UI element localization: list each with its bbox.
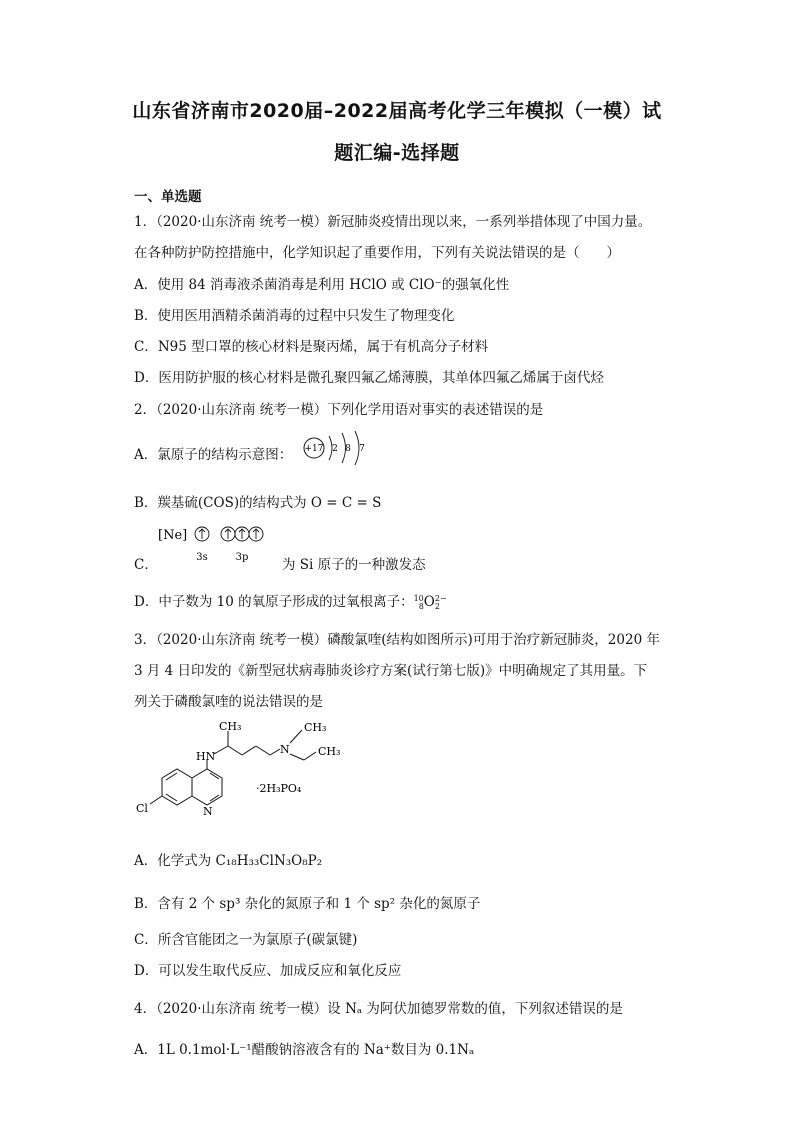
- q4-option-a: A．1L 0.1mol·L⁻¹醋酸钠溶液含有的 Na⁺数目为 0.1Nₐ: [134, 1042, 475, 1058]
- q2-option-d: [134, 593, 447, 611]
- q1-stem-line2: 在各种防护防控措施中，化学知识起了重要作用，下列有关说法错误的是（ ）: [134, 245, 620, 261]
- orbital-core-ne: [Ne]: [158, 528, 188, 543]
- q2-stem: 2．（2020·山东济南 统考一模）下列化学用语对事实的表述错误的是: [134, 402, 544, 418]
- chloroquine-phosphate-structure: [132, 716, 372, 826]
- ring-n-label: N: [203, 805, 213, 818]
- nuclide-symbol: O: [423, 594, 435, 610]
- atom-nucleus-charge: +17: [304, 444, 324, 454]
- q2-option-b: B．羰基硫(COS)的结构式为 O = C = S: [134, 495, 382, 511]
- orbital-label-3p: 3p: [235, 552, 249, 563]
- chloro-label: Cl: [136, 802, 148, 815]
- nuclide-charge-sub: 2− 2: [434, 593, 447, 611]
- section-heading: 一、单选题: [134, 189, 202, 205]
- q1-stem-line1: 1．（2020·山东济南 统考一模）新冠肺炎疫情出现以来，一系列举措体现了中国力量。: [134, 214, 652, 230]
- methyl-label-3: CH₃: [318, 745, 341, 758]
- tertiary-n-label: N: [280, 743, 290, 756]
- nuclide-mass-atomic: 10 8: [413, 593, 424, 611]
- amine-hn-label: HN: [196, 750, 216, 763]
- q3-stem-line1: 3．（2020·山东济南 统考一模）磷酸氯喹(结构如图所示)可用于治疗新冠肺炎，2020 年: [134, 632, 660, 648]
- chlorine-atom-diagram: [296, 428, 376, 468]
- doc-title-line2: 题汇编-选择题: [334, 142, 460, 164]
- q1-option-b: B．使用医用酒精杀菌消毒的过程中只发生了物理变化: [134, 308, 455, 324]
- q1-option-a: A．使用 84 消毒液杀菌消毒是利用 HClO 或 ClO⁻的强氧化性: [134, 277, 510, 293]
- q3-stem-line3: 列关于磷酸氯喹的说法错误的是: [134, 694, 323, 710]
- q2-option-d-text: D．中子数为 10 的氧原子形成的过氧根离子：: [134, 594, 414, 610]
- q3-option-d: D．可以发生取代反应、加成反应和氧化反应: [134, 963, 402, 979]
- q2-option-c-prefix: C．: [134, 557, 158, 573]
- q4-stem: 4．（2020·山东济南 统考一模）设 Nₐ 为阿伏加德罗常数的值，下列叙述错误的是: [134, 1001, 623, 1017]
- si-orbital-diagram: [154, 522, 294, 568]
- q1-option-d: D．医用防护服的核心材料是微孔聚四氟乙烯薄膜，其单体四氟乙烯属于卤代烃: [134, 370, 604, 386]
- doc-title-line1: 山东省济南市2020届–2022届高考化学三年模拟（一模）试: [132, 100, 662, 122]
- atom-shell-1: 2: [332, 444, 338, 454]
- q3-stem-line2: 3 月 4 日印发的《新型冠状病毒肺炎诊疗方案(试行第七版)》中明确规定了其用量。下: [134, 663, 648, 679]
- methyl-label-1: CH₃: [219, 720, 242, 733]
- q3-option-c: C．所含官能团之一为氯原子(碳氯键): [134, 932, 358, 948]
- q3-option-b: B．含有 2 个 sp³ 杂化的氮原子和 1 个 sp² 杂化的氮原子: [134, 896, 481, 912]
- orbital-label-3s: 3s: [196, 552, 208, 563]
- q2-option-a: A．氯原子的结构示意图：: [134, 447, 293, 463]
- atom-shell-2: 8: [345, 444, 351, 454]
- q1-option-c: C．N95 型口罩的核心材料是聚丙烯，属于有机高分子材料: [134, 339, 489, 355]
- q2-option-c-text: 为 Si 原子的一种激发态: [282, 557, 426, 573]
- chemical-formula: C₁₈H₃₃ClN₃O₈P₂: [215, 853, 323, 869]
- methyl-label-2: CH₃: [304, 721, 327, 734]
- atom-shell-3: 7: [359, 444, 365, 454]
- q3-option-a: A．化学式为 C₁₈H₃₃ClN₃O₈P₂: [134, 853, 323, 869]
- phosphate-label: ·2H₃PO₄: [256, 782, 302, 795]
